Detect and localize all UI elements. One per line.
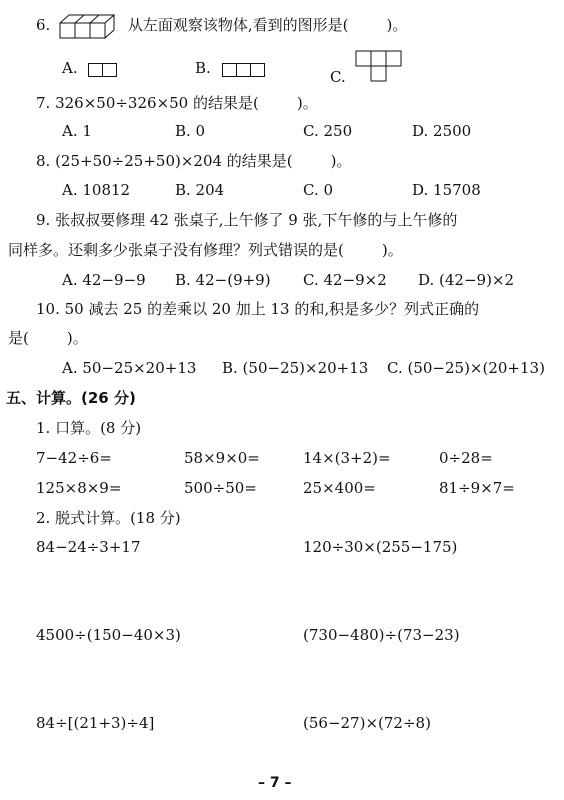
- option-label: C.: [330, 68, 346, 86]
- q8-option-b[interactable]: B. 204: [175, 181, 225, 199]
- q7-stem: 7. 326×50÷326×50 的结果是( )。: [36, 94, 318, 112]
- q9-line1: 9. 张叔叔要修理 42 张桌子,上午修了 9 张,下午修的与上午修的: [36, 211, 458, 229]
- q9-option-c[interactable]: C. 42−9×2: [303, 271, 387, 289]
- t-shape-figure: [355, 50, 403, 90]
- q6-number: 6.: [36, 16, 51, 34]
- two-squares-figure: [88, 59, 116, 79]
- mental-calc-item: 58×9×0=: [184, 449, 260, 467]
- stepwise-calc-item: 4500÷(150−40×3): [36, 626, 181, 644]
- stepwise-calc-item: 120÷30×(255−175): [303, 538, 458, 556]
- q10-option-a[interactable]: A. 50−25×20+13: [62, 359, 197, 377]
- q10-line2: 是( )。: [8, 329, 88, 347]
- q6-option-a[interactable]: [62, 58, 116, 79]
- q6-option-c[interactable]: [330, 58, 403, 98]
- q9-option-b[interactable]: B. 42−(9+9): [175, 271, 271, 289]
- option-label: A.: [62, 59, 78, 77]
- q8-option-d[interactable]: D. 15708: [412, 181, 481, 199]
- stepwise-calc-item: 84÷[(21+3)÷4]: [36, 714, 155, 732]
- q6-line: [36, 12, 407, 40]
- q10-option-c[interactable]: C. (50−25)×(20+13): [387, 359, 545, 377]
- q8-stem: 8. (25+50÷25+50)×204 的结果是( )。: [36, 152, 352, 170]
- mental-calc-item: 125×8×9=: [36, 479, 122, 497]
- q7-option-b[interactable]: B. 0: [175, 122, 206, 140]
- q7-option-d[interactable]: D. 2500: [412, 122, 472, 140]
- q9-option-d[interactable]: D. (42−9)×2: [418, 271, 515, 289]
- mental-calc-item: 7−42÷6=: [36, 449, 112, 467]
- three-squares-figure: [222, 59, 264, 79]
- mental-calc-item: 0÷28=: [439, 449, 493, 467]
- q10-option-b[interactable]: B. (50−25)×20+13: [222, 359, 369, 377]
- mental-calc-item: 25×400=: [303, 479, 376, 497]
- section-title: 五、计算。(26 分): [6, 389, 136, 407]
- q6-close: )。: [386, 16, 408, 34]
- mental-calc-item: 14×(3+2)=: [303, 449, 391, 467]
- q8-option-a[interactable]: A. 10812: [62, 181, 131, 199]
- option-label: B.: [195, 59, 211, 77]
- stepwise-calc-item: 84−24÷3+17: [36, 538, 141, 556]
- q7-option-a[interactable]: A. 1: [62, 122, 92, 140]
- mental-calc-item: 500÷50=: [184, 479, 257, 497]
- part1-title: 1. 口算。(8 分): [36, 419, 142, 437]
- stepwise-calc-item: (730−480)÷(73−23): [303, 626, 460, 644]
- page-number: – 7 –: [258, 775, 292, 791]
- stepwise-calc-item: (56−27)×(72÷8): [303, 714, 431, 732]
- q8-option-c[interactable]: C. 0: [303, 181, 334, 199]
- mental-calc-item: 81÷9×7=: [439, 479, 515, 497]
- q6-text: 从左面观察该物体,看到的图形是(: [127, 16, 349, 34]
- cube-stack-figure: [59, 12, 119, 40]
- q6-option-b[interactable]: [195, 58, 264, 79]
- q9-line2: 同样多。还剩多少张桌子没有修理？列式错误的是( )。: [8, 241, 403, 259]
- q10-line1: 10. 50 减去 25 的差乘以 20 加上 13 的和,积是多少？列式正确的: [36, 300, 480, 318]
- q9-option-a[interactable]: A. 42−9−9: [62, 271, 146, 289]
- q7-option-c[interactable]: C. 250: [303, 122, 353, 140]
- part2-title: 2. 脱式计算。(18 分): [36, 509, 181, 527]
